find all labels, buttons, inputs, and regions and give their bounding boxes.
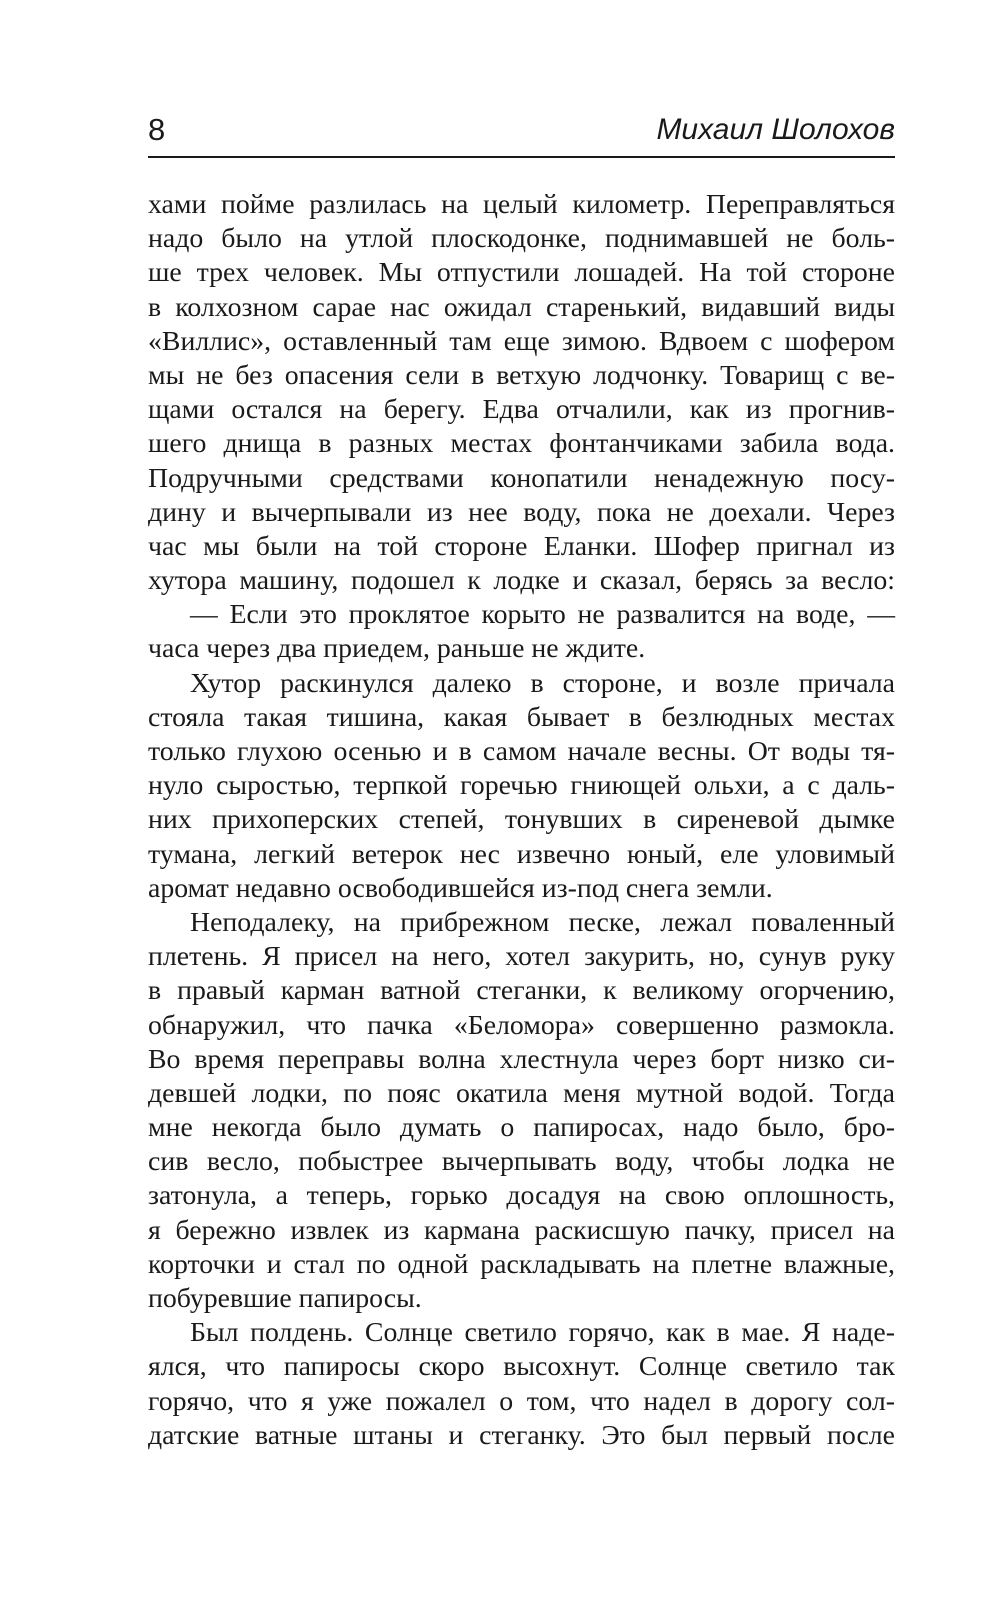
text-line: надо было на утлой плоскодонке, поднимавшей не боль- — [148, 223, 895, 255]
text-line: в колхозном сарае нас ожидал старенький, видавший виды — [148, 291, 895, 323]
text-line: Подручными средствами конопатили ненадежную посу- — [148, 462, 895, 494]
text-line: сив весло, побыстрее вычерпывать воду, чтобы лодка не — [148, 1146, 895, 1178]
text-line: часа через два приедем, раньше не ждите. — [148, 633, 646, 665]
text-line: обнаружил, что пачка «Беломора» совершенно размокла. — [148, 1009, 895, 1041]
text-line: них прихоперских степей, тонувших в сиреневой дымке — [148, 804, 895, 836]
text-line: нуло сыростью, терпкой горечью гниющей ольхи, а с даль- — [148, 770, 895, 802]
text-line: «Виллис», оставленный там еще зимою. Вдвоем с шофером — [148, 325, 895, 357]
dialogue-line: — Если это проклятое корыто не развалится на воде, — — [190, 599, 895, 631]
text-line: стояла такая тишина, какая бывает в безлюдных местах — [148, 701, 895, 733]
running-head-author: Михаил Шолохов — [656, 113, 895, 146]
page-number: 8 — [148, 112, 166, 147]
text-line: только глухою осенью и в самом начале весны. От воды тя- — [148, 736, 895, 767]
text-line: щами остался на берегу. Едва отчалили, как из прогнив- — [148, 394, 895, 426]
paragraph-start-line: Хутор раскинулся далеко в стороне, и возле причала — [190, 667, 895, 699]
text-line: ше трех человек. Мы отпустили лошадей. На той стороне — [148, 257, 895, 289]
body-text — [148, 188, 895, 1453]
text-line: шего днища в разных местах фонтанчиками забила вода. — [148, 428, 895, 460]
text-line: мы не без опасения сели в ветхую лодчонку. Товарищ с ве- — [148, 359, 895, 391]
text-line: аромат недавно освободившейся из-под снега земли. — [148, 872, 773, 904]
text-line: дину и вычерпывали из нее воду, пока не доехали. Через — [148, 496, 895, 528]
text-line: хами пойме разлилась на целый километр. Переправляться — [148, 189, 895, 220]
text-line: датские ватные штаны и стеганку. Это был первый после — [148, 1419, 895, 1451]
text-line: корточки и стал по одной раскладывать на плетне влажные, — [148, 1248, 895, 1280]
text-line: побуревшие папиросы. — [148, 1283, 422, 1314]
text-line: затонула, а теперь, горько досадуя на свою оплошность, — [148, 1180, 895, 1212]
text-line: я бережно извлек из кармана раскисшую пачку, присел на — [148, 1214, 895, 1246]
text-line: час мы были на той стороне Еланки. Шофер пригнал из — [148, 530, 895, 562]
page-header — [148, 112, 895, 158]
text-line: девшей лодки, по пояс окатила меня мутной водой. Тогда — [148, 1077, 895, 1109]
text-line: хутора машину, подошел к лодке и сказал, берясь за весло: — [148, 565, 895, 597]
text-line: мне некогда было думать о папиросах, надо было, бро- — [148, 1112, 895, 1144]
text-line: плетень. Я присел на него, хотел закурить, но, сунув руку — [148, 941, 895, 973]
text-line: ялся, что папиросы скоро высохнут. Солнце светило так — [148, 1351, 895, 1383]
text-line: Во время переправы волна хлестнула через борт низко си- — [148, 1043, 895, 1075]
text-line: горячо, что я уже пожалел о том, что надел в дорогу сол- — [148, 1385, 895, 1417]
paragraph-start-line: Неподалеку, на прибрежном песке, лежал поваленный — [190, 906, 895, 938]
text-line: в правый карман ватной стеганки, к великому огорчению, — [148, 975, 895, 1007]
paragraph-start-line: Был полдень. Солнце светило горячо, как в мае. Я наде- — [190, 1317, 895, 1349]
text-line: тумана, легкий ветерок нес извечно юный, еле уловимый — [148, 838, 895, 870]
